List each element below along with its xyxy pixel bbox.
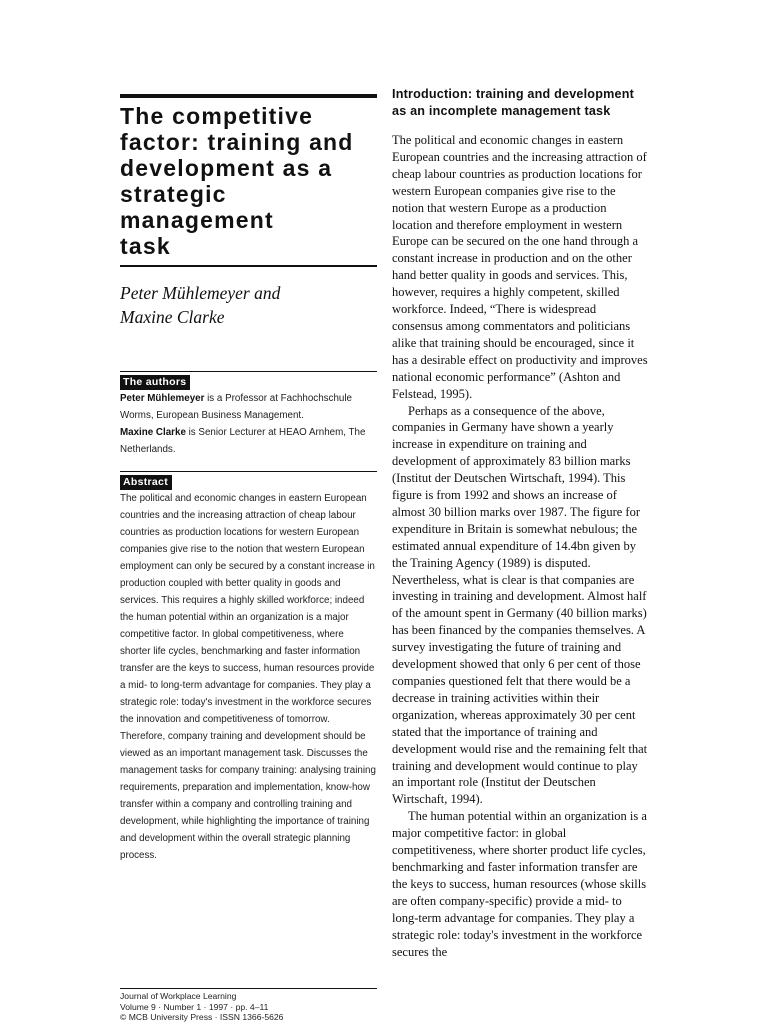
author2-desc: is Senior Lecturer at HEAO Arnhem, The Netherlands. xyxy=(120,427,366,455)
title-top-rule xyxy=(120,94,377,98)
title-bottom-rule xyxy=(120,265,377,267)
body-paragraph: The political and economic changes in eastern European countries and the increasing attraction of cheap labour countries as production locations for western European companies give rise to the notion that western Europe as a production location and therefore employment in western Europe can be secured on the one hand through a constant increase in production and on the other hand better quality in goods and services. This, however, requires a highly competent, skilled workforce. Indeed, “There is widespread consensus among commentators and politicians alike that training should be encouraged, since it has a desirable effect on productivity and improves national economic performance” (Ashton and Felstead, 1995). xyxy=(392,133,648,401)
left-column xyxy=(120,94,377,861)
abstract-label-row xyxy=(120,471,377,490)
journal-footer xyxy=(120,988,377,1023)
section-heading-line: as an incomplete management task xyxy=(392,104,611,118)
right-column xyxy=(392,86,648,960)
title-line: The competitive xyxy=(120,103,314,129)
authors-label-row xyxy=(120,371,377,390)
abstract-text: The political and economic changes in eastern European countries and the increasing attraction of cheap labour countries as production locations for western European companies give rise to the notion that western European employment can only be secured by a constant increase in production coupled with better quality in goods and services. This requires a highly skilled workforce; indeed the human potential within an organization is a major competitive factor. In global competitiveness, where shorter life cycles, benchmarking and faster information transfer are the keys to success, human resources provide a mid- to long-term advantage for companies. They play a strategic role: today's investment in the workforce secures the innovation and competitiveness of tomorrow. Therefore, company training and development should be viewed as an important management task. Discusses the management tasks for company training: analysing training requirements, preparation and implementation, know-how transfer within a company and controlling training and development, while highlighting the importance of training and development within the overall strategic planning process. xyxy=(120,493,376,861)
body-text xyxy=(392,132,648,960)
author1-name: Peter Mühlemeyer xyxy=(120,393,205,404)
title-line: strategic management xyxy=(120,181,274,233)
byline-line: Peter Mühlemeyer and xyxy=(120,283,281,303)
journal-copyright: © MCB University Press · ISSN 1366-5626 xyxy=(120,1012,284,1022)
author1-desc: is a Professor at Fachhochschule Worms, European Business Management. xyxy=(120,393,352,421)
abstract-label: Abstract xyxy=(120,475,172,490)
title-line: task xyxy=(120,233,171,259)
authors-label: The authors xyxy=(120,375,190,390)
body-paragraph: The human potential within an organization is a major competitive factor: in global competitiveness, where shorter product life cycles, benchmarking and faster information transfer are the keys to success, human resources (whose skills are often company-specific) provide a mid- to long-term advantage for companies. They play a strategic role: today's investment in the workforce secures the xyxy=(392,809,647,959)
authors-section xyxy=(120,371,377,458)
title-line: factor: training and xyxy=(120,129,354,155)
byline xyxy=(120,281,377,329)
abstract-section xyxy=(120,471,377,864)
byline-line: Maxine Clarke xyxy=(120,307,225,327)
article-title xyxy=(120,103,377,259)
journal-name: Journal of Workplace Learning xyxy=(120,991,237,1001)
author2-name: Maxine Clarke xyxy=(120,427,186,438)
body-paragraph: Perhaps as a consequence of the above, companies in Germany have shown a yearly increase in expenditure on training and development of approximately 83 billion marks (Institut der Deutschen Wirtschaft, 1994). This figure is from 1992 and shows an increase of almost 30 billion marks over 1987. The figure for expenditure in Britain is somewhat nebulous; the estimated annual expenditure of 14.4bn given by the Training Agency (1989) is disputed. Nevertheless, what is clear is that companies are investing in training and development. Almost half of the amount spent in Germany (40 billion marks) has been financed by the companies themselves. A survey investigating the future of training and development showed that only 6 per cent of those companies questioned felt that there would be a decrease in training activities within their organization, whereas approximately 30 per cent stated that the importance of training and development would rise and the remaining felt that training and development would continue to play an important role (Institut der Deutschen Wirtschaft, 1994). xyxy=(392,403,648,807)
journal-volume: Volume 9 · Number 1 · 1997 · pp. 4–11 xyxy=(120,1001,269,1012)
title-line: development as a xyxy=(120,155,333,181)
section-heading xyxy=(392,86,648,120)
section-heading-line: Introduction: training and development xyxy=(392,87,634,101)
authors-text xyxy=(120,390,377,458)
